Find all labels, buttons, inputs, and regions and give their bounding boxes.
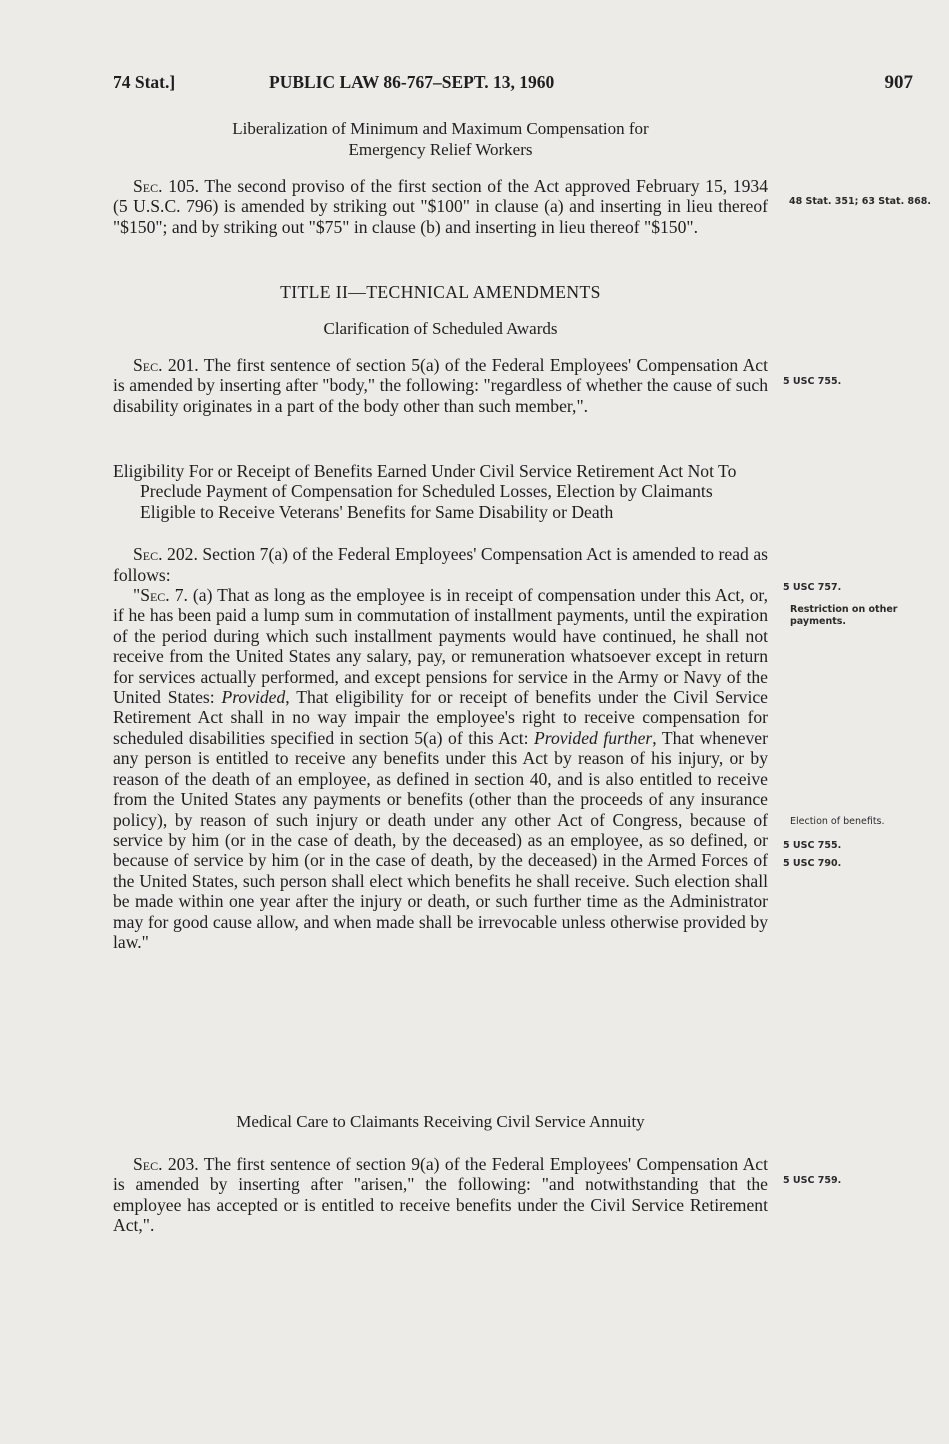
section-203-heading: Medical Care to Claimants Receiving Civil Service Annuity (236, 1112, 645, 1131)
margin-note-757: 5 USC 757. (783, 582, 842, 593)
volume-reference: 74 Stat.] (113, 72, 176, 92)
provided-word: Provided (221, 687, 286, 708)
sec-body: 201. The first sentence of section 5(a) of the Federal Employees' Compensation Act is amended by inserting after "body," the following: "regardless of whether the cause of such disability originates in a part of the body other than such member,". (113, 355, 768, 416)
sec-label: Sec. (133, 355, 163, 375)
section-201 (113, 318, 768, 416)
open-quote: " (133, 585, 141, 606)
section-201-heading: Clarification of Scheduled Awards (323, 319, 558, 338)
section-203 (113, 1111, 768, 1236)
sec-label: Sec. (133, 544, 163, 565)
section-201-text (113, 355, 768, 416)
section-105-text (113, 176, 768, 237)
amended-text-part-a: 7. (a) That as long as the employee is in receipt of compensation under this Act, or, if he has been paid a lump sum in commutation of installment payments, until the expiration of the period during which such installment payments would have continued, he shall not receive from the United States any salary, pay, or remuneration whatsoever except in return for services actually performed, and except pensions for service in the Army or Navy of the United States: (113, 585, 768, 708)
amended-text-part-c: , That whenever any person is entitled to receive any benefits under this Act by reason of his injury, or by reason of the death of an employee, as defined in section 40, and is also entitled to receive from the United States any payments or benefits (other than the proceeds of any insurance policy), by reason of such injury or death under any other Act of Congress, because of service by him (or in the case of death, by the deceased) as an employee, as so defined, or because of service by him (or in the case of death, by the deceased) in the Armed Forces of the United States, such person shall elect which benefits he shall receive. Such election shall be made within one year after the injury or death, or such further time as the Administrator may for good cause allow, and when made shall be irrevocable unless otherwise provided by law." (113, 727, 768, 952)
margin-note-restriction: Restriction on other payments. (790, 604, 898, 627)
margin-note-stat: 48 Stat. 351; 63 Stat. 868. (789, 196, 931, 207)
section-105 (113, 118, 768, 237)
page-number: 907 (884, 72, 913, 93)
sec-body: 202. Section 7(a) of the Federal Employees' Compensation Act is amended to read as follows: (113, 544, 768, 585)
sec-label: Sec. (133, 176, 163, 196)
provided-further-word: Provided further (534, 727, 653, 748)
section-202-amended-text (113, 585, 768, 952)
margin-note-election: Election of benefits. (790, 816, 885, 827)
margin-note-201: 5 USC 755. (783, 376, 842, 387)
section-202-intro (113, 544, 768, 585)
section-202-heading: Eligibility For or Receipt of Benefits Earned Under Civil Service Retirement Act Not To Preclude Payment of Compensation for Scheduled Losses, Election by Claimants Eligible to Receive Veterans' Benefits for Same Disability or Death (113, 461, 737, 522)
section-105-heading (113, 118, 768, 160)
sec-label: Sec. (133, 1154, 163, 1174)
quoted-sec-label: Sec. (140, 585, 170, 606)
margin-note-755: 5 USC 755. (783, 840, 842, 851)
title-heading: TITLE II—TECHNICAL AMENDMENTS (280, 282, 601, 302)
header-title: PUBLIC LAW 86-767–SEPT. 13, 1960 (269, 72, 555, 92)
section-202 (113, 461, 768, 952)
heading-line-1: Liberalization of Minimum and Maximum Compensation for (232, 119, 649, 138)
amended-text-part-b: , That eligibility for or receipt of benefits under the Civil Service Retirement Act shall in no way impair the employee's right to receive compensation for scheduled disabilities specified in section 5(a) of this Act: (113, 687, 768, 748)
margin-note-790: 5 USC 790. (783, 858, 842, 869)
running-header (113, 72, 913, 102)
sec-body: 203. The first sentence of section 9(a) of the Federal Employees' Compensation Act is amended by inserting after "arisen," the following: "and notwithstanding that the employee has accepted or is entitled to receive benefits under the Civil Service Retirement Act,". (113, 1154, 768, 1236)
heading-line-2: Emergency Relief Workers (348, 140, 533, 159)
sec-body: 105. The second proviso of the first section of the Act approved February 15, 1934 (5 U.S.C. 796) is amended by striking out "$100" in clause (a) and inserting in lieu thereof "$150"; and by striking out "$75" in clause (b) and inserting in lieu thereof "$150". (113, 176, 768, 237)
margin-note-759: 5 USC 759. (783, 1175, 842, 1186)
section-203-text (113, 1154, 768, 1236)
